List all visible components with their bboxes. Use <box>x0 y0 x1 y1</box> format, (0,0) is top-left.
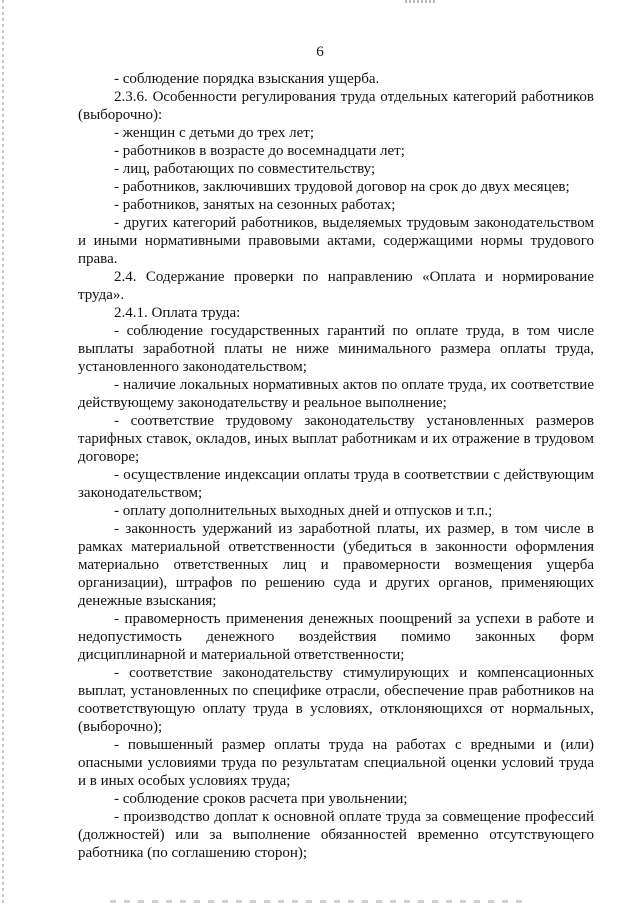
section-heading: 2.4. Содержание проверки по направлению «Оплата и нормирование труда». <box>78 269 594 303</box>
list-item: - правомерность применения денежных поощрений за успехи в работе и недопустимость денежного воздействия помимо законных форм дисциплинарной и материальной ответственности; <box>78 611 594 663</box>
list-item: - оплату дополнительных выходных дней и отпусков и т.п.; <box>114 503 493 519</box>
list-item: - работников, заключивших трудовой договор на срок до двух месяцев; <box>114 179 570 195</box>
list-item: - лиц, работающих по совместительству; <box>114 161 376 177</box>
list-item: - соответствие законодательству стимулирующих и компенсационных выплат, установленных по специфике отрасли, обеспечение прав работников на соответствующую оплату труда в условиях, отклоняющихся от нормальных, (выборочно); <box>78 665 594 735</box>
list-item: - работников в возрасте до восемнадцати лет; <box>114 143 405 159</box>
list-item: - повышенный размер оплаты труда на работах с вредными и (или) опасными условиями труда по результатам специальной оценки условий труда и в иных особых условиях труда; <box>78 737 594 789</box>
list-item: - женщин с детьми до трех лет; <box>114 125 315 141</box>
page-number: 6 <box>316 44 324 60</box>
list-item: - производство доплат к основной оплате труда за совмещение профессий (должностей) или за выполнение обязанностей временно отсутствующего работника (по соглашению сторон); <box>78 809 594 861</box>
paragraph: - соблюдение порядка взыскания ущерба. <box>114 71 380 87</box>
subsection-heading: 2.4.1. Оплата труда: <box>114 305 241 321</box>
scan-edge-bottom <box>110 900 530 903</box>
list-item: - соблюдение государственных гарантий по оплате труда, в том числе выплаты заработной платы не ниже минимального размера оплаты труда, установленного законодательством; <box>78 323 594 375</box>
list-item: - осуществление индексации оплаты труда в соответствии с действующим законодательством; <box>78 467 594 501</box>
list-item: - законность удержаний из заработной платы, их размер, в том числе в рамках материальной ответственности (убедиться в законности оформления материально ответственных лиц и правомерности возмещения ущерба организации), штрафов по решению суда и других органов, применяющих денежные взыскания; <box>78 521 594 609</box>
list-item: - других категорий работников, выделяемых трудовым законодательством и иными нормативными правовыми актами, содержащими нормы трудового права. <box>78 215 594 267</box>
list-item: - соответствие трудовому законодательству установленных размеров тарифных ставок, окладов, иных выплат работникам и их отражение в трудовом договоре; <box>78 413 594 465</box>
list-item: - наличие локальных нормативных актов по оплате труда, их соответствие действующему законодательству и реальное выполнение; <box>78 377 594 411</box>
paragraph: 2.3.6. Особенности регулирования труда отдельных категорий работников (выборочно): <box>78 89 594 123</box>
list-item: - соблюдение сроков расчета при увольнении; <box>114 791 408 807</box>
scan-edge-top <box>405 0 435 3</box>
document-body <box>78 70 594 862</box>
scan-edge-left <box>2 0 4 905</box>
list-item: - работников, занятых на сезонных работах; <box>114 197 396 213</box>
